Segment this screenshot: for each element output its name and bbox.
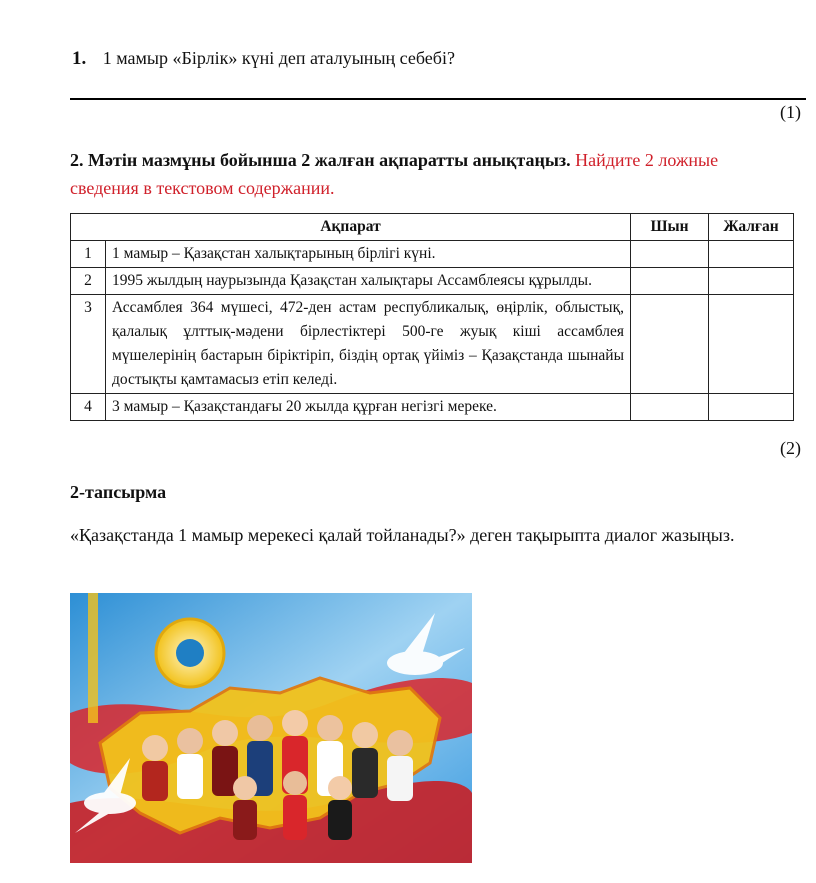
row-text: 1 мамыр – Қазақстан халықтарының бірлігі күні. xyxy=(106,241,631,268)
true-cell[interactable] xyxy=(631,295,709,394)
question-2-title xyxy=(70,146,770,202)
row-text: 3 мамыр – Қазақстандағы 20 жылда құрған негізгі мереке. xyxy=(106,394,631,421)
answer-line xyxy=(70,98,806,100)
question-1-score: (1) xyxy=(780,102,801,122)
false-cell[interactable] xyxy=(709,394,794,421)
table-row xyxy=(71,295,794,394)
question-1-number: 1. xyxy=(72,48,87,69)
question-2-title-ru: Найдите 2 ложные сведения в текстовом содержании. xyxy=(70,150,719,198)
question-1-text: 1 мамыр «Бірлік» күні деп аталуының себебі? xyxy=(102,48,455,68)
true-cell[interactable] xyxy=(631,241,709,268)
info-table xyxy=(70,213,794,421)
row-number: 3 xyxy=(71,295,106,394)
row-number: 4 xyxy=(71,394,106,421)
row-text: Ассамблея 364 мүшесі, 472-ден астам республикалық, өңірлік, облыстық, қалалық ұлттық-мәдени бірлестіктері 500-ге жуық кіші ассамблея мүшелерінің бастарын біріктіріп, біздің ортақ үйіміз – Қазақстанда шынайы достықты қамтамасыз етіп келеді. xyxy=(106,295,631,394)
unity-day-poster xyxy=(70,593,472,863)
table-row xyxy=(71,268,794,295)
row-number: 2 xyxy=(71,268,106,295)
question-1 xyxy=(72,48,455,70)
ornament-strip xyxy=(88,593,98,723)
header-true: Шын xyxy=(631,214,709,241)
table-header-row xyxy=(71,214,794,241)
header-info: Ақпарат xyxy=(71,214,631,241)
true-cell[interactable] xyxy=(631,268,709,295)
false-cell[interactable] xyxy=(709,268,794,295)
emblem-center xyxy=(176,639,204,667)
false-cell[interactable] xyxy=(709,295,794,394)
task-2-text: «Қазақстанда 1 мамыр мерекесі қалай тойланады?» деген тақырыпта диалог жазыңыз. xyxy=(70,525,735,545)
table-row xyxy=(71,241,794,268)
header-false: Жалған xyxy=(709,214,794,241)
true-cell[interactable] xyxy=(631,394,709,421)
row-text: 1995 жылдың наурызында Қазақстан халықтары Ассамблеясы құрылды. xyxy=(106,268,631,295)
row-number: 1 xyxy=(71,241,106,268)
question-2-title-kz: 2. Мәтін мазмұны бойынша 2 жалған ақпаратты анықтаңыз. xyxy=(70,150,571,170)
table-row xyxy=(71,394,794,421)
task-2-heading: 2-тапсырма xyxy=(70,482,167,502)
false-cell[interactable] xyxy=(709,241,794,268)
question-2-score: (2) xyxy=(780,438,801,458)
